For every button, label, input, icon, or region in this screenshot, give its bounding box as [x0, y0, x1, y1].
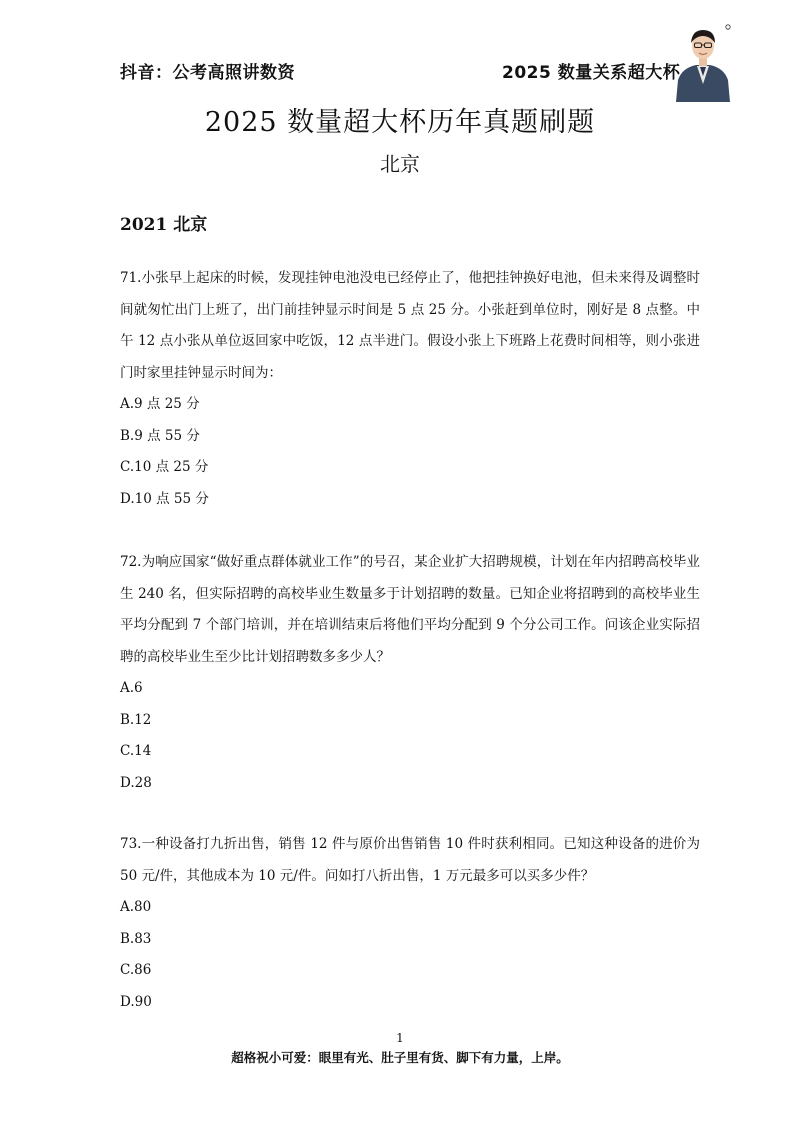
- question-stem: 72.为响应国家“做好重点群体就业工作”的号召，某企业扩大招聘规模，计划在年内招聘高校毕业生 240 名，但实际招聘的高校毕业生数量多于计划招聘的数量。已知企业将招聘到的高校毕业生平均分配到 7 个部门培训，并在培训结束后将他们平均分配到 9 个分公司工作。问该企业实际招聘的高校毕业生至少比计划招聘数多多少人？: [120, 554, 700, 665]
- option-b: B.83: [120, 930, 152, 947]
- section-heading: 2021 北京: [120, 215, 208, 235]
- question-72: [120, 547, 700, 799]
- page-number: 1: [396, 1031, 404, 1045]
- option-list: [120, 389, 700, 515]
- option-c: C.86: [120, 962, 152, 978]
- question-stem: 73.一种设备打九折出售，销售 12 件与原价出售销售 10 件时获利相同。已知这种设备的进价为 50 元/件，其他成本为 10 元/件。问如打八折出售，1 万元最多可以买多少件？: [120, 836, 700, 884]
- option-c: C.10 点 25 分: [120, 459, 209, 475]
- question-73: [120, 829, 700, 1018]
- option-a: A.9 点 25 分: [120, 396, 200, 412]
- option-a: A.80: [120, 899, 152, 915]
- option-d: D.28: [120, 774, 152, 791]
- option-b: B.12: [120, 711, 152, 728]
- header-series-title: 2025 数量关系超大杯: [502, 63, 681, 83]
- option-b: B.9 点 55 分: [120, 427, 200, 444]
- option-a: A.6: [120, 680, 143, 696]
- question-stem: 71.小张早上起床的时候，发现挂钟电池没电已经停止了，他把挂钟换好电池，但未来得及调整时间就匆忙出门上班了，出门前挂钟显示时间是 5 点 25 分。小张赶到单位时，刚好是 8 点整。中午 12 点小张从单位返回家中吃饭，12 点半进门。假设小张上下班路上花费时间相等，则小张进门时家里挂钟显示时间为：: [120, 270, 700, 381]
- question-71: [120, 263, 700, 515]
- document-subtitle: 北京: [380, 152, 420, 176]
- option-d: D.10 点 55 分: [120, 490, 209, 507]
- option-d: D.90: [120, 993, 152, 1010]
- document-title: 2025 数量超大杯历年真题刷题: [204, 107, 596, 138]
- footer-slogan: 超格祝小可爱：眼里有光、肚子里有货、脚下有力量，上岸。: [231, 1050, 569, 1065]
- presenter-photo: [672, 22, 734, 102]
- option-list: [120, 673, 700, 799]
- header-account-name: 抖音：公考高照讲数资: [120, 63, 295, 83]
- option-c: C.14: [120, 743, 152, 759]
- option-list: [120, 892, 700, 1018]
